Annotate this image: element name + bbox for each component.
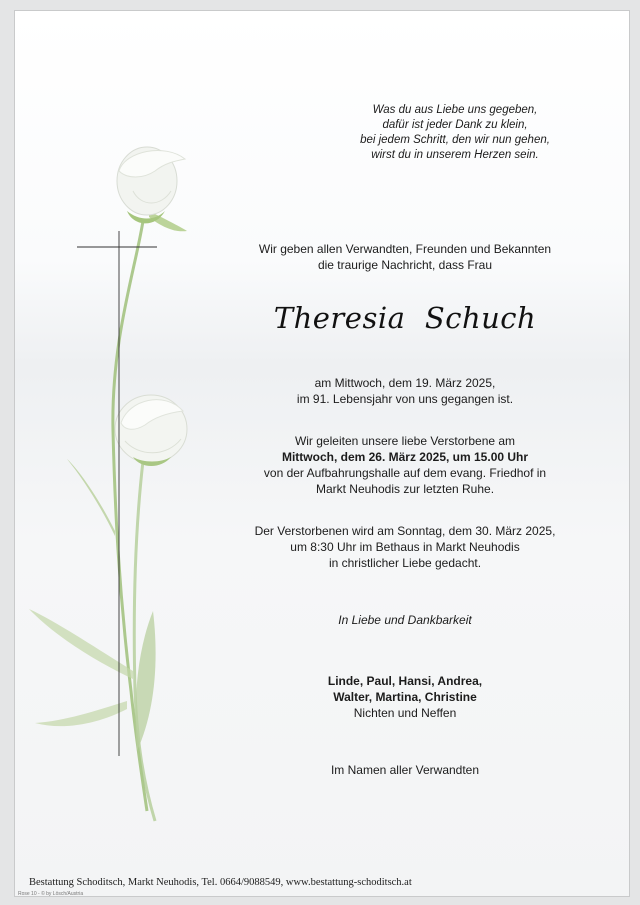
poem-line: bei jedem Schritt, den wir nun gehen, bbox=[360, 134, 550, 146]
poem-line: dafür ist jeder Dank zu klein, bbox=[382, 119, 528, 131]
image-credit: Rose 10 - © by Lösch/Austria bbox=[18, 891, 84, 897]
poem-line: wirst du in unserem Herzen sein. bbox=[371, 149, 539, 161]
death-date-line: am Mittwoch, dem 19. März 2025, bbox=[314, 376, 496, 390]
in-love-line: In Liebe und Dankbarkeit bbox=[338, 613, 472, 627]
leaf-4 bbox=[136, 611, 156, 751]
closing-line: Im Namen aller Verwandten bbox=[330, 763, 480, 777]
family-names: Linde, Paul, Hansi, Andrea, bbox=[327, 674, 483, 688]
death-notice bbox=[205, 375, 605, 407]
mass-line: um 8:30 Uhr im Bethaus in Markt Neuhodis bbox=[290, 540, 520, 554]
family-relation: Nichten und Neffen bbox=[353, 706, 457, 720]
funeral-line: Markt Neuhodis zur letzten Ruhe. bbox=[315, 482, 495, 496]
obituary-sheet bbox=[14, 10, 630, 897]
memorial-poem bbox=[315, 103, 595, 163]
leaf-3 bbox=[35, 701, 127, 726]
funeral-line: Wir geleiten unsere liebe Verstorbene am bbox=[294, 434, 516, 448]
family-names: Walter, Martina, Christine bbox=[333, 690, 477, 704]
funeral-date: Mittwoch, dem 26. März 2025, um 15.00 Uhr bbox=[281, 450, 529, 464]
funeral-line: von der Aufbahrungshalle auf dem evang. Friedhof in bbox=[263, 466, 547, 480]
intro-line: die traurige Nachricht, dass Frau bbox=[317, 258, 493, 272]
intro-line: Wir geben allen Verwandten, Freunden und Bekannten bbox=[258, 242, 552, 256]
announcement-intro bbox=[205, 241, 605, 273]
funeral-home-footer: Bestattung Schoditsch, Markt Neuhodis, Tel. 0664/9088549, www.bestattung-schoditsch.at bbox=[29, 877, 412, 888]
funeral-details bbox=[205, 433, 605, 497]
mass-line: in christlicher Liebe gedacht. bbox=[328, 556, 482, 570]
leaf-1 bbox=[67, 459, 115, 536]
mass-line: Der Verstorbenen wird am Sonntag, dem 30. März 2025, bbox=[254, 524, 556, 538]
death-age-line: im 91. Lebensjahr von uns gegangen ist. bbox=[296, 392, 514, 406]
family-signature bbox=[205, 673, 605, 721]
poem-line: Was du aus Liebe uns gegeben, bbox=[372, 104, 538, 116]
deceased-name: Theresia Schuch bbox=[273, 301, 537, 335]
leaf-2 bbox=[29, 609, 133, 679]
memorial-service bbox=[205, 523, 605, 571]
